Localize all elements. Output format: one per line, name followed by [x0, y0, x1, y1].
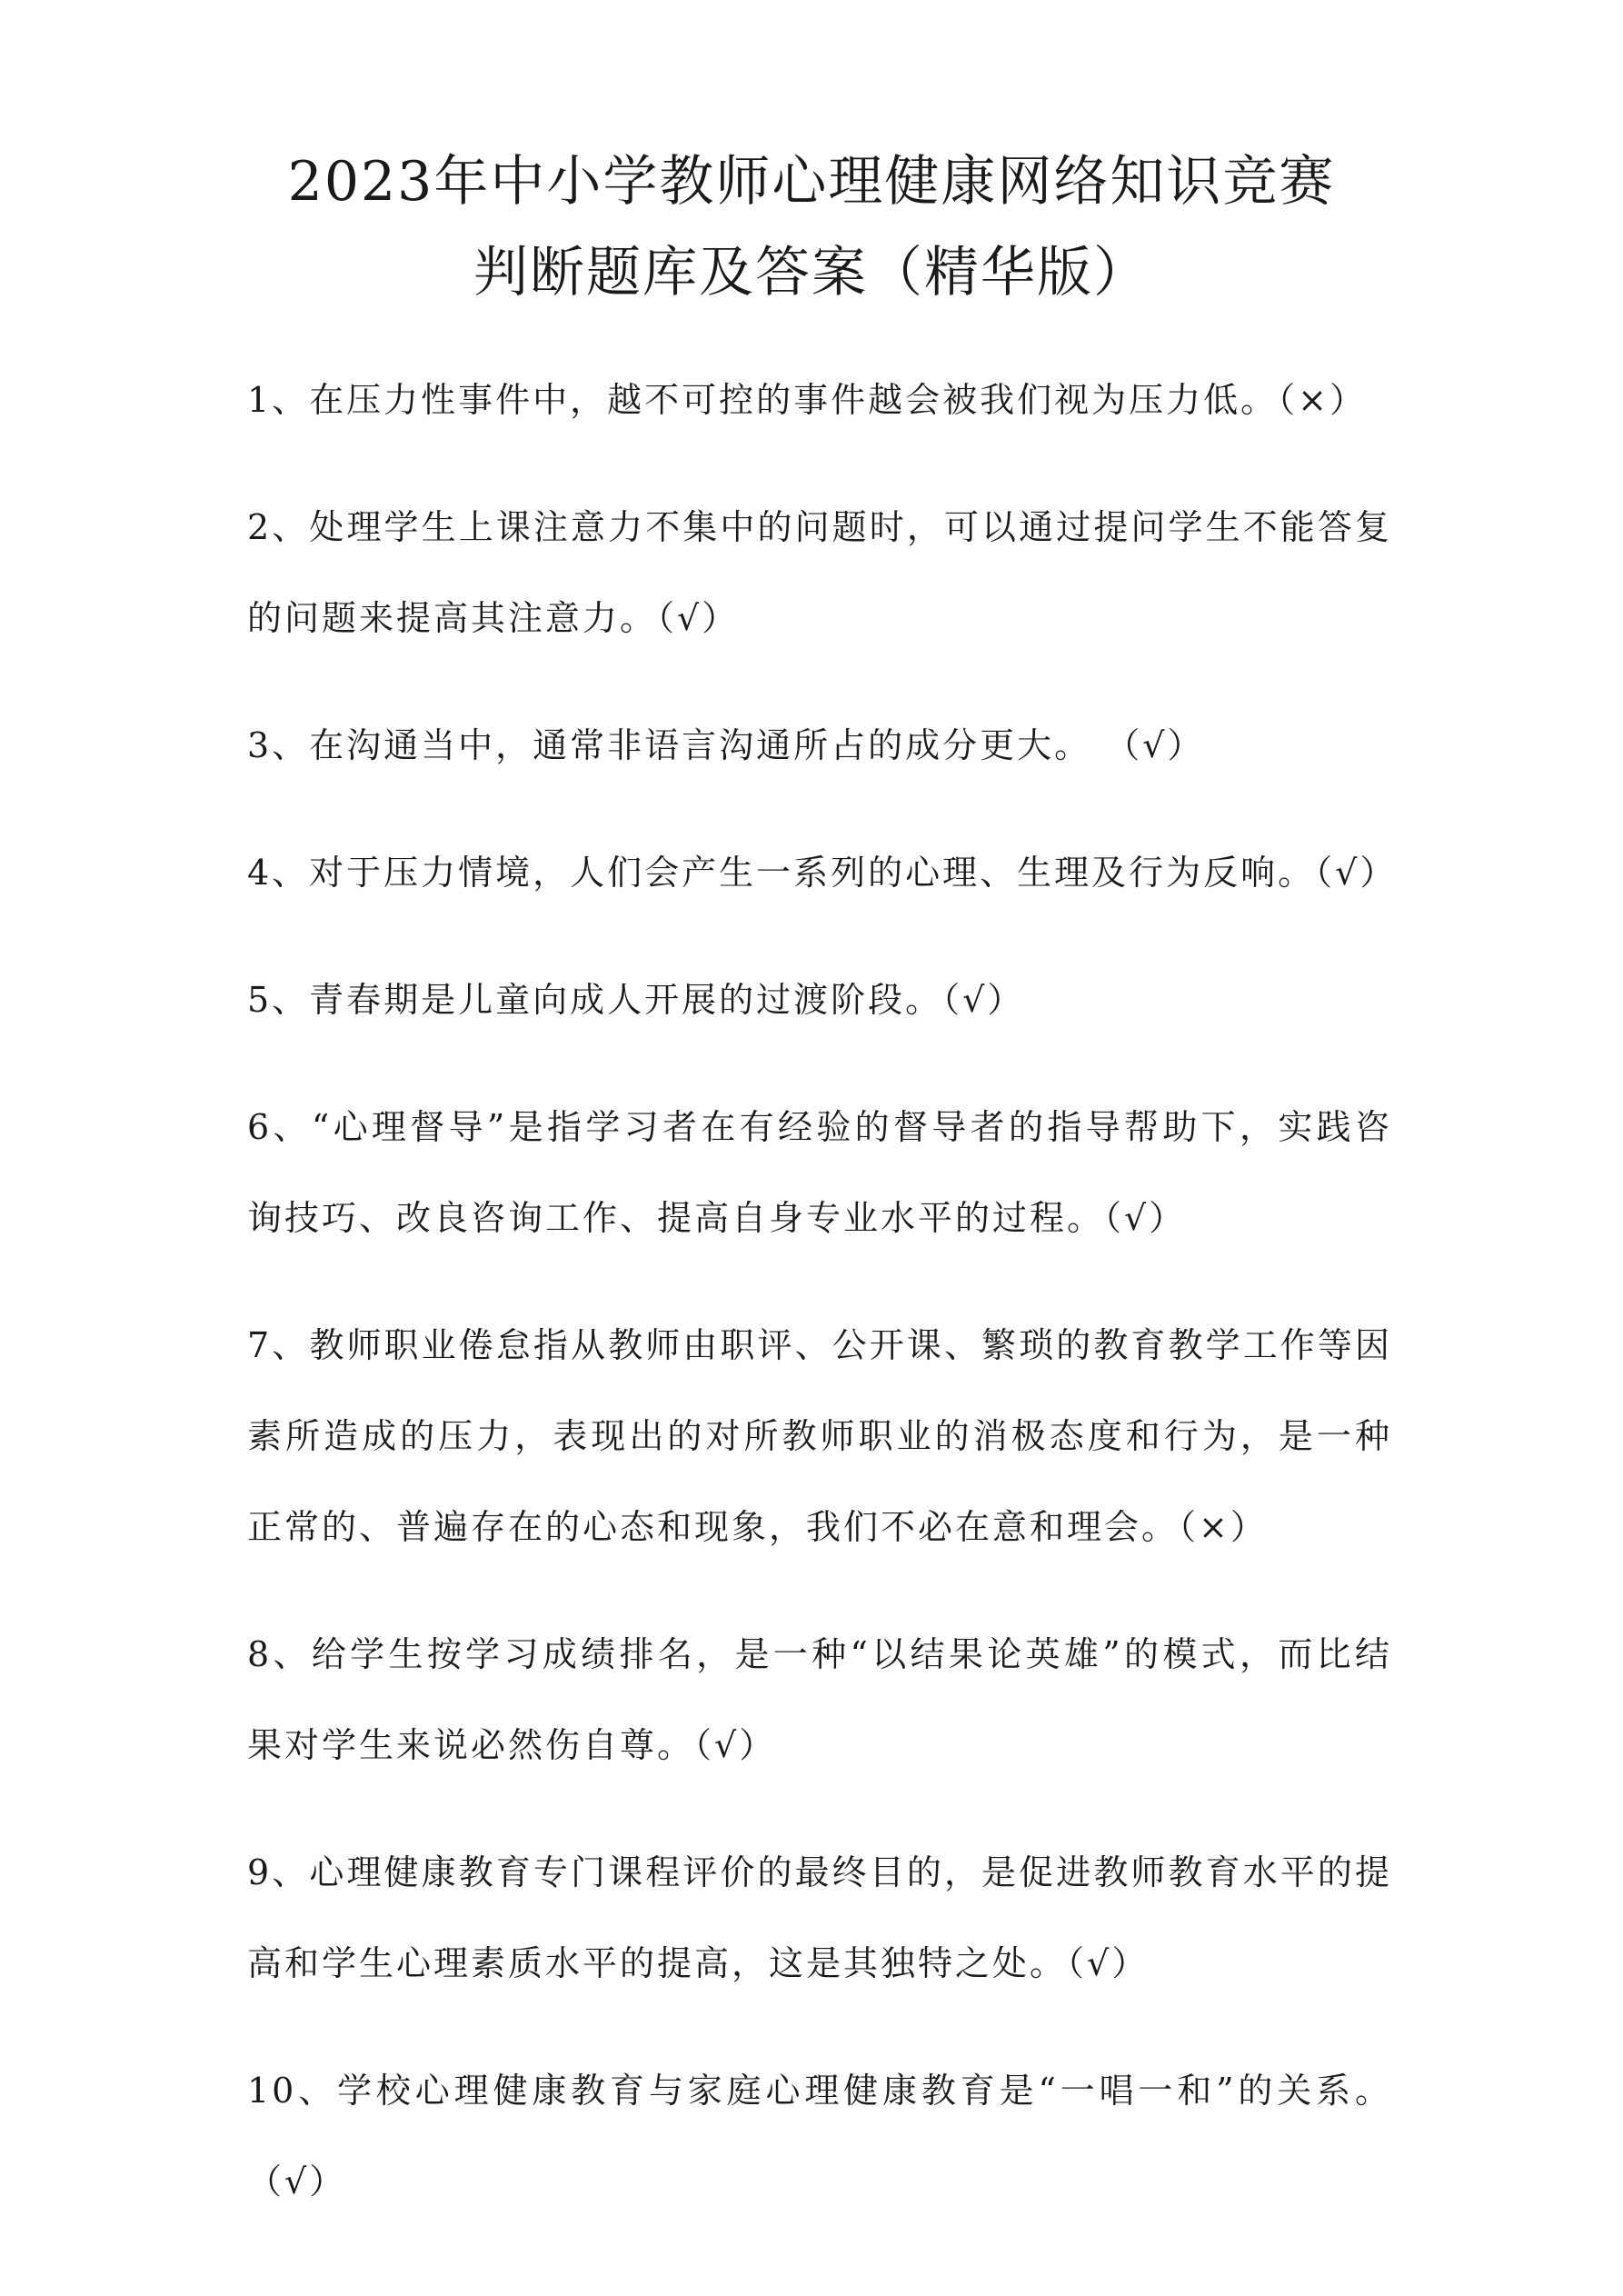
question-item: 3、在沟通当中，通常非语言沟通所占的成分更大。 （√） — [247, 725, 1205, 765]
question-item: 2、处理学生上课注意力不集中的问题时，可以通过提问学生不能答复的问题来提高其注意力。（√） — [247, 507, 1392, 638]
title-line-2: 判断题库及答案（精华版） — [473, 241, 1150, 304]
question-list — [247, 354, 1398, 2263]
question-item: 10、学校心理健康教育与家庭心理健康教育是“一唱一和”的关系。（√） — [247, 2071, 1392, 2201]
question-item: 1、在压力性事件中，越不可控的事件越会被我们视为压力低。（×） — [247, 380, 1368, 420]
question-item: 4、对于压力情境，人们会产生一系列的心理、生理及行为反响。（√） — [247, 853, 1398, 893]
title-line-1: 2023年中小学教师心理健康网络知识竞赛 — [287, 150, 1336, 214]
question-item: 6、“心理督导”是指学习者在有经验的督导者的指导帮助下，实践咨询技巧、改良咨询工作、提高自身专业水平的过程。（√） — [247, 1107, 1392, 1238]
question-item: 9、心理健康教育专门课程评价的最终目的，是促进教师教育水平的提高和学生心理素质水平的提高，这是其独特之处。（√） — [247, 1852, 1392, 1983]
question-item: 7、教师职业倦怠指从教师由职评、公开课、繁琐的教育教学工作等因素所造成的压力，表现出的对所教师职业的消极态度和行为，是一种正常的、普遍存在的心态和现象，我们不必在意和理会。（×） — [247, 1325, 1392, 1547]
question-item: 8、给学生按学习成绩排名，是一种“以结果论英雄”的模式，而比结果对学生来说必然伤自尊。（√） — [247, 1634, 1392, 1765]
page-title — [164, 136, 1459, 318]
question-item: 5、青春期是儿童向成人开展的过渡阶段。（√） — [247, 980, 1025, 1020]
